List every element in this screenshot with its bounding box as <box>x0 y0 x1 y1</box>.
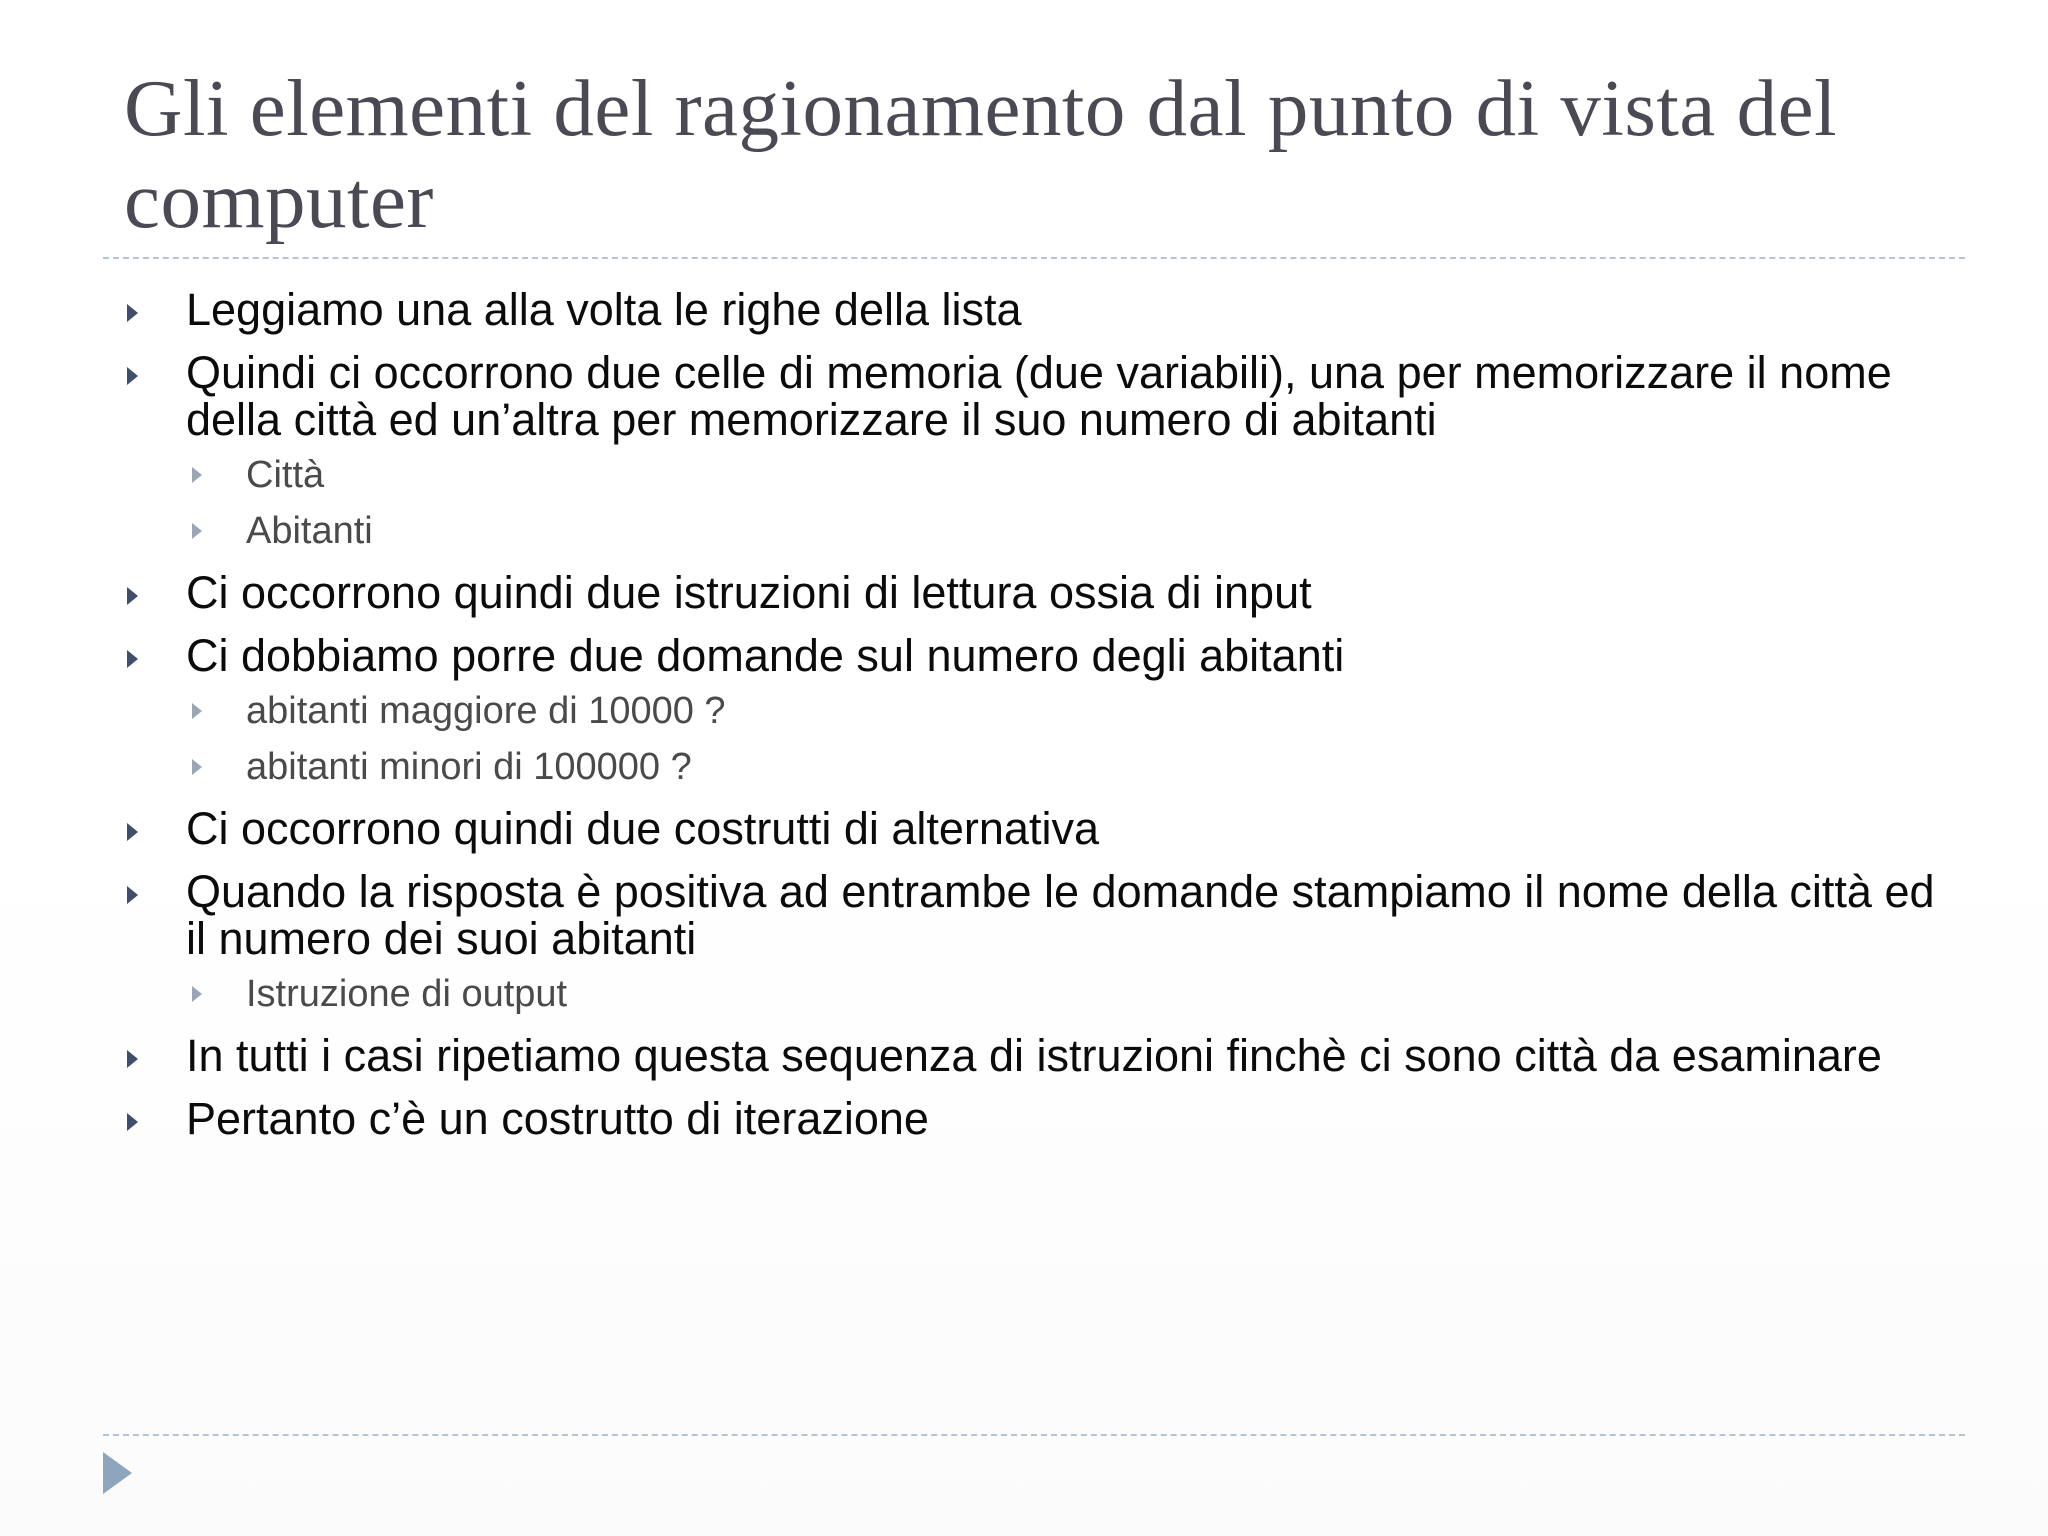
footer-divider <box>103 1434 1965 1436</box>
sub-bullet-text: Abitanti <box>246 510 373 552</box>
triangle-bullet-icon <box>192 467 202 483</box>
play-arrow-icon[interactable] <box>103 1452 132 1494</box>
bullet-item <box>120 349 1960 553</box>
bullet-text: Ci occorrono quindi due costrutti di alternativa <box>186 803 1099 854</box>
sub-bullet-list <box>186 689 1960 789</box>
sub-bullet-item <box>186 745 1960 789</box>
triangle-bullet-icon <box>127 886 138 904</box>
triangle-bullet-icon <box>127 823 138 841</box>
sub-bullet-text: abitanti minori di 100000 ? <box>246 746 692 788</box>
title-divider <box>103 257 1965 259</box>
bullet-text: Ci occorrono quindi due istruzioni di lettura ossia di input <box>186 567 1312 618</box>
bullet-text: Ci dobbiamo porre due domande sul numero degli abitanti <box>186 630 1345 681</box>
sub-bullet-item <box>186 509 1960 553</box>
triangle-bullet-icon <box>127 587 138 605</box>
bullet-item <box>120 286 1960 333</box>
triangle-bullet-icon <box>192 759 202 775</box>
sub-bullet-item <box>186 453 1960 497</box>
slide-title: Gli elementi del ragionamento dal punto di vista del computer <box>124 63 1838 245</box>
bullet-item <box>120 1095 1960 1142</box>
bullet-text: Leggiamo una alla volta le righe della lista <box>186 284 1022 335</box>
bullet-list <box>120 286 1960 1158</box>
bullet-item <box>120 805 1960 852</box>
triangle-bullet-icon <box>192 523 202 539</box>
triangle-bullet-icon <box>192 703 202 719</box>
triangle-bullet-icon <box>127 1113 138 1131</box>
bullet-item <box>120 1032 1960 1079</box>
triangle-bullet-icon <box>127 650 138 668</box>
sub-bullet-item <box>186 689 1960 733</box>
triangle-bullet-icon <box>127 304 138 322</box>
bullet-text: Quando la risposta è positiva ad entrambe le domande stampiamo il nome della città ed il numero dei suoi abitanti <box>186 866 1935 964</box>
sub-bullet-list <box>186 453 1960 553</box>
triangle-bullet-icon <box>127 367 138 385</box>
triangle-bullet-icon <box>192 986 202 1002</box>
sub-bullet-text: Istruzione di output <box>246 973 568 1015</box>
sub-bullet-list <box>186 972 1960 1016</box>
bullet-item <box>120 632 1960 789</box>
sub-bullet-text: Città <box>246 454 325 496</box>
bullet-text: Quindi ci occorrono due celle di memoria (due variabili), una per memorizzare il nome della città ed un’altra per memorizzare il suo numero di abitanti <box>186 347 1892 445</box>
bullet-text: In tutti i casi ripetiamo questa sequenza di istruzioni finchè ci sono città da esaminare <box>186 1030 1882 1081</box>
bullet-item <box>120 569 1960 616</box>
sub-bullet-item <box>186 972 1960 1016</box>
bullet-text: Pertanto c’è un costrutto di iterazione <box>186 1093 929 1144</box>
triangle-bullet-icon <box>127 1050 138 1068</box>
sub-bullet-text: abitanti maggiore di 10000 ? <box>246 690 726 732</box>
bullet-item <box>120 868 1960 1016</box>
